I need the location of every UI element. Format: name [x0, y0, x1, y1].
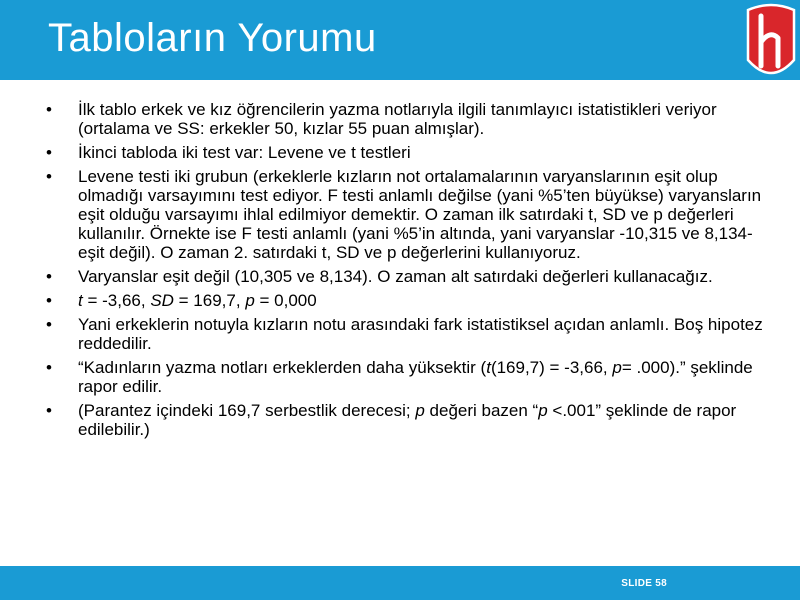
- report-text-3: = .000).” şeklinde rapor edilir.: [78, 358, 753, 396]
- list-item: [44, 267, 764, 286]
- note-text-3: <.001” şeklinde de rapor edilebilir.): [78, 401, 737, 439]
- list-item: [44, 401, 764, 439]
- bullet-text: İlk tablo erkek ve kız öğrencilerin yazma notlarıyla ilgili tanımlayıcı istatistikleri veriyor (ortalama ve SS: erkekler 50, kızlar 55 puan almışlar).: [78, 100, 717, 138]
- note-text-2: değeri bazen “: [424, 401, 539, 420]
- bullet-marker: •: [46, 100, 52, 119]
- slide-number: SLIDE 58: [621, 578, 667, 589]
- report-text-1: “Kadınların yazma notları erkeklerden daha yüksektir (: [78, 358, 487, 377]
- report-line: [78, 358, 753, 396]
- list-item: [44, 358, 764, 396]
- bullet-marker: •: [46, 143, 52, 162]
- p-symbol: p: [612, 358, 622, 377]
- footer-bar: [0, 566, 800, 600]
- list-item: [44, 315, 764, 353]
- list-item: [44, 167, 764, 262]
- university-logo-icon: [744, 2, 798, 80]
- note-line: [78, 401, 736, 439]
- bullet-marker: •: [46, 315, 52, 334]
- bullet-marker: •: [46, 167, 52, 186]
- bullet-text: Yani erkeklerin notuyla kızların notu arasındaki fark istatistiksel açıdan anlamlı. Boş hipotez reddedilir.: [78, 315, 763, 353]
- bullet-text: Varyanslar eşit değil (10,305 ve 8,134). O zaman alt satırdaki değerleri kullanacağız.: [78, 267, 713, 286]
- sd-symbol: SD: [150, 291, 174, 310]
- report-text-2: (169,7) = -3,66,: [490, 358, 613, 377]
- stat-line: [78, 291, 317, 310]
- list-item: [44, 143, 764, 162]
- bullet-marker: •: [46, 291, 52, 310]
- sd-value: = 169,7,: [173, 291, 246, 310]
- bullet-list: [44, 100, 764, 444]
- note-text-1: (Parantez içindeki 169,7 serbestlik derecesi;: [78, 401, 416, 420]
- p-symbol: p: [245, 291, 255, 310]
- bullet-marker: •: [46, 401, 52, 420]
- list-item: [44, 291, 764, 310]
- bullet-marker: •: [46, 267, 52, 286]
- t-symbol: t: [78, 291, 83, 310]
- bullet-marker: •: [46, 358, 52, 377]
- p-symbol: p: [538, 401, 548, 420]
- p-symbol: p: [415, 401, 425, 420]
- header-bar: [0, 0, 800, 80]
- t-value: = -3,66,: [82, 291, 151, 310]
- bullet-text: İkinci tabloda iki test var: Levene ve t testleri: [78, 143, 411, 162]
- t-symbol: t: [486, 358, 491, 377]
- bullet-text: Levene testi iki grubun (erkeklerle kızların not ortalamalarının varyanslarının eşit olup olmadığı varsayımını test ediyor. F testi anlamlı değilse (yani %5’ten büyükse) varyansların eşit olduğu varsayımı ihlal edilmiyor demektir. O zaman ilk satırdaki t, SD ve p değerleri kullanılır. Örnekte ise F testi anlamlı (yani %5’in altında, yani varyanslar -10,315 ve 8,134- eşit değil). O zaman 2. satırdaki t, SD ve p değerlerini kullanıyoruz.: [78, 167, 762, 262]
- slide-title: Tabloların Yorumu: [48, 16, 377, 60]
- p-value: = 0,000: [254, 291, 317, 310]
- list-item: [44, 100, 764, 138]
